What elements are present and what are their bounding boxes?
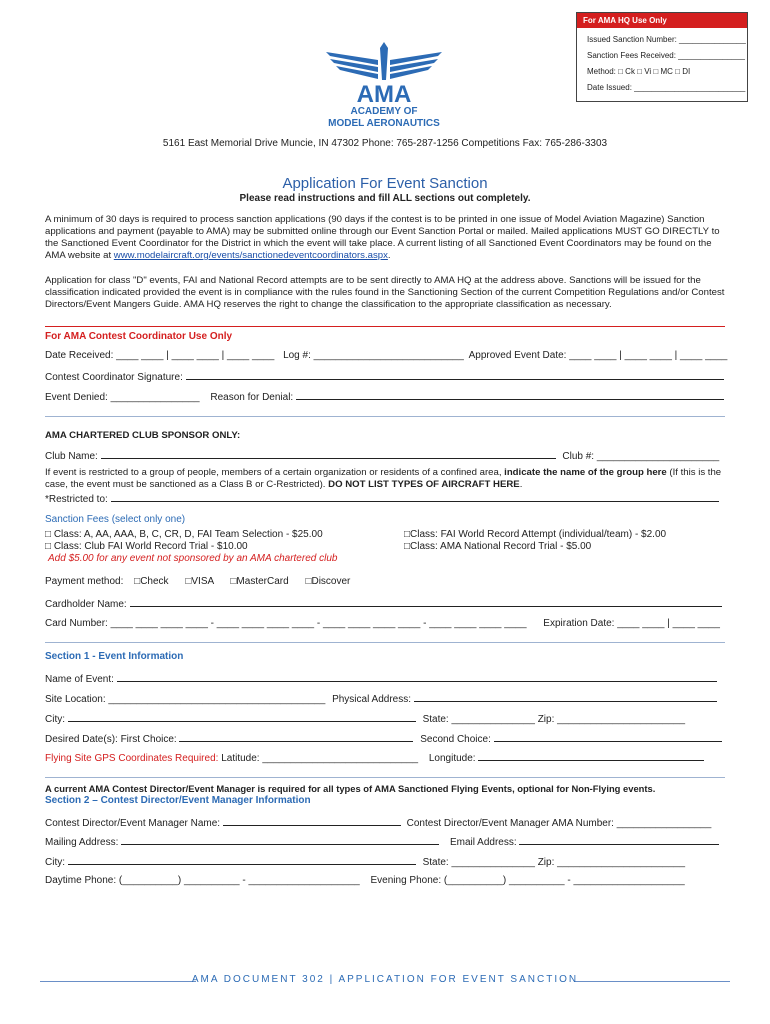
cd-name-field[interactable] xyxy=(223,816,401,826)
intro-paragraph-2: Application for class "D" events, FAI and National Record attempts are to be sent directly to AMA HQ at the address above. Sanctions will be issued for the classification indicated provided the event is in compliance with the rules found in the Sanctioning Section of the current Competition Regulations and/or Contest Directors/Event Mangers Guide. AMA HQ reserves the right to change the classification to the appropriate classification as necessary. xyxy=(45,275,725,310)
second-choice-field[interactable] xyxy=(494,732,722,742)
signature-field[interactable] xyxy=(186,370,724,380)
club-row xyxy=(45,449,725,462)
city-label: City: xyxy=(45,714,65,725)
hq-sanction-number[interactable]: Issued Sanction Number: _______________ xyxy=(587,35,746,44)
reason-label: Reason for Denial: xyxy=(210,392,294,403)
fee-option-4[interactable]: □Class: AMA National Record Trial - $5.00 xyxy=(404,541,592,552)
coordinator-heading: For AMA Contest Coordinator Use Only xyxy=(45,331,233,342)
reason-field[interactable] xyxy=(296,390,724,400)
event-denied-field[interactable]: Event Denied: ________________ xyxy=(45,392,200,403)
phone-row xyxy=(45,875,725,886)
mailing-address-label: Mailing Address: xyxy=(45,837,119,848)
divider xyxy=(45,326,725,327)
fees-heading-row xyxy=(45,514,725,525)
denied-row xyxy=(45,390,725,403)
site-location-field[interactable]: Site Location: _______________________________________ xyxy=(45,694,326,705)
expiration-field[interactable]: Expiration Date: ____ ____ | ____ ____ xyxy=(543,618,720,629)
address-line: 5161 East Memorial Drive Muncie, IN 47302 Phone: 765-287-1256 Competitions Fax: 765-286-3303 xyxy=(162,138,608,149)
physical-address-field[interactable] xyxy=(414,692,717,702)
page-title: Application For Event Sanction xyxy=(282,175,488,192)
logo-letters: AMA xyxy=(356,81,412,108)
city2-field[interactable] xyxy=(68,855,416,865)
card-number-row xyxy=(45,618,725,629)
pay-visa-checkbox[interactable]: □VISA xyxy=(185,576,214,587)
event-name-field[interactable] xyxy=(117,672,717,682)
hq-fees-received[interactable]: Sanction Fees Received: _______________ xyxy=(587,51,745,60)
intro-text-a: A minimum of 30 days is required to process sanction applications (90 days if the contest is to be printed in one issue of Model Aviation Magazine) Sanction applications and payment (payable to AMA) may be submitted online through our Event Sanction Portal or mailed. Mailed applications MUST GO DIRECTLY to the Sanctioned Event Coordinator for the District in which the event will take place. A current listing of all Sanctioned Event Coordinators may be found on the AMA website at xyxy=(45,214,720,261)
divider xyxy=(45,777,725,778)
intro-text-b: . xyxy=(387,250,391,261)
gps-label: Flying Site GPS Coordinates Required: xyxy=(45,753,219,764)
restriction-text xyxy=(45,467,725,491)
payment-method-row xyxy=(45,576,725,587)
wings-icon xyxy=(320,40,448,132)
footer-text: AMA DOCUMENT 302 | APPLICATION FOR EVENT SANCTION xyxy=(191,974,579,985)
coordinator-dates-row xyxy=(45,350,728,361)
hq-method[interactable]: Method: □ Ck □ Vi □ MC □ DI xyxy=(587,67,691,76)
restriction-text-bold2: DO NOT LIST TYPES OF AIRCRAFT HERE xyxy=(328,479,520,490)
cardholder-field[interactable] xyxy=(130,597,722,607)
event-name-label: Name of Event: xyxy=(45,674,114,685)
restricted-to-label: *Restricted to: xyxy=(45,494,108,505)
fees-heading-note: (select only one) xyxy=(108,514,186,525)
evening-phone-field[interactable]: Evening Phone: (__________) __________ - ____________________ xyxy=(370,875,685,886)
fee-option-2[interactable]: □ Class: Club FAI World Record Trial - $10.00 xyxy=(45,541,248,552)
city2-label: City: xyxy=(45,857,65,868)
state2-field[interactable]: State: _______________ xyxy=(422,857,535,868)
restriction-text-a: If event is restricted to a group of people, members of a certain organization or residents of a confined area, xyxy=(45,467,505,478)
club-name-field[interactable] xyxy=(101,449,556,459)
physical-address-label: Physical Address: xyxy=(332,694,411,705)
email-label: Email Address: xyxy=(449,837,517,848)
logo-line1: ACADEMY OF xyxy=(350,106,418,117)
desired-dates-row xyxy=(45,732,725,745)
date-received-field[interactable]: Date Received: ____ ____ | ____ ____ | ____ ____ xyxy=(45,350,275,361)
intro-paragraph-1 xyxy=(45,214,725,262)
cardholder-row xyxy=(45,597,725,610)
second-choice-label: Second Choice: xyxy=(420,734,491,745)
section2-heading: Section 2 – Contest Director/Event Manager Information xyxy=(45,795,311,806)
restricted-to-row xyxy=(45,492,725,505)
gps-row xyxy=(45,751,725,764)
pay-mastercard-checkbox[interactable]: □MasterCard xyxy=(230,576,289,587)
cd-name-label: Contest Director/Event Manager Name: xyxy=(45,818,221,829)
latitude-field[interactable]: Latitude: ____________________________ xyxy=(218,753,419,764)
log-number-field[interactable]: Log #: ___________________________ xyxy=(283,350,464,361)
restricted-to-field[interactable] xyxy=(111,492,719,502)
zip-field[interactable]: Zip: _______________________ xyxy=(537,714,686,725)
club-heading: AMA CHARTERED CLUB SPONSOR ONLY: xyxy=(45,430,241,441)
pay-discover-checkbox[interactable]: □Discover xyxy=(305,576,351,587)
logo-line2: MODEL AERONAUTICS xyxy=(328,118,440,129)
fee-option-1[interactable]: □ Class: A, AA, AAA, B, C, CR, D, FAI Team Selection - $25.00 xyxy=(45,529,323,540)
email-field[interactable] xyxy=(519,835,719,845)
city-field[interactable] xyxy=(68,712,416,722)
site-row xyxy=(45,692,725,705)
mailing-address-field[interactable] xyxy=(121,835,439,845)
state-field[interactable]: State: _______________ xyxy=(422,714,535,725)
city2-row xyxy=(45,855,725,868)
city-row xyxy=(45,712,725,725)
hq-title: For AMA HQ Use Only xyxy=(577,13,747,28)
section2-notice: A current AMA Contest Director/Event Manager is required for all types of AMA Sanctioned Flying Events, optional for Non-Flying events. xyxy=(45,783,656,794)
page-subtitle: Please read instructions and fill ALL sections out completely. xyxy=(239,193,531,204)
longitude-field[interactable] xyxy=(478,751,704,761)
section1-heading: Section 1 - Event Information xyxy=(45,651,184,662)
mailing-row xyxy=(45,835,725,848)
restriction-text-bold: indicate the name of the group here xyxy=(504,467,667,478)
fees-heading: Sanction Fees xyxy=(45,514,109,525)
payment-method-label: Payment method: xyxy=(45,576,124,587)
club-name-label: Club Name: xyxy=(45,451,98,462)
event-name-row xyxy=(45,672,725,685)
ama-logo xyxy=(320,40,448,132)
longitude-label: Longitude: xyxy=(428,753,476,764)
coordinators-link[interactable]: www.modelaircraft.org/events/sanctionedeventcoordinators.aspx xyxy=(113,250,388,261)
fee-option-3[interactable]: □Class: FAI World Record Attempt (individual/team) - $2.00 xyxy=(404,529,667,540)
daytime-phone-field[interactable]: Daytime Phone: (__________) __________ - ____________________ xyxy=(45,875,360,886)
hq-use-box xyxy=(576,12,748,102)
signature-label: Contest Coordinator Signature: xyxy=(45,372,183,383)
cd-name-row xyxy=(45,816,725,829)
hq-date-issued[interactable]: Date Issued: _________________________ xyxy=(587,83,746,92)
restriction-text-b: (If this is the case, the event must be sanctioned as a Class B or C-Restricted). xyxy=(45,467,722,490)
divider xyxy=(45,642,725,643)
card-number-field[interactable]: Card Number: ____ ____ ____ ____ - ____ ____ ____ ____ - ____ ____ ____ ____ - ____ ____ ____ ____ xyxy=(45,618,527,629)
restriction-text-c: . xyxy=(519,479,523,490)
first-choice-field[interactable] xyxy=(179,732,413,742)
club-number-field[interactable]: Club #: ______________________ xyxy=(562,451,720,462)
signature-row xyxy=(45,370,725,383)
approved-date-field[interactable]: Approved Event Date: ____ ____ | ____ ____ | ____ ____ xyxy=(468,350,728,361)
zip2-field[interactable]: Zip: _______________________ xyxy=(537,857,686,868)
cd-ama-number-field[interactable]: Contest Director/Event Manager AMA Number: _________________ xyxy=(406,818,712,829)
first-choice-label: Desired Date(s): First Choice: xyxy=(45,734,177,745)
pay-check-checkbox[interactable]: □Check xyxy=(134,576,169,587)
cardholder-label: Cardholder Name: xyxy=(45,599,127,610)
fee-note: Add $5.00 for any event not sponsored by an AMA chartered club xyxy=(48,553,338,564)
divider xyxy=(45,416,725,417)
